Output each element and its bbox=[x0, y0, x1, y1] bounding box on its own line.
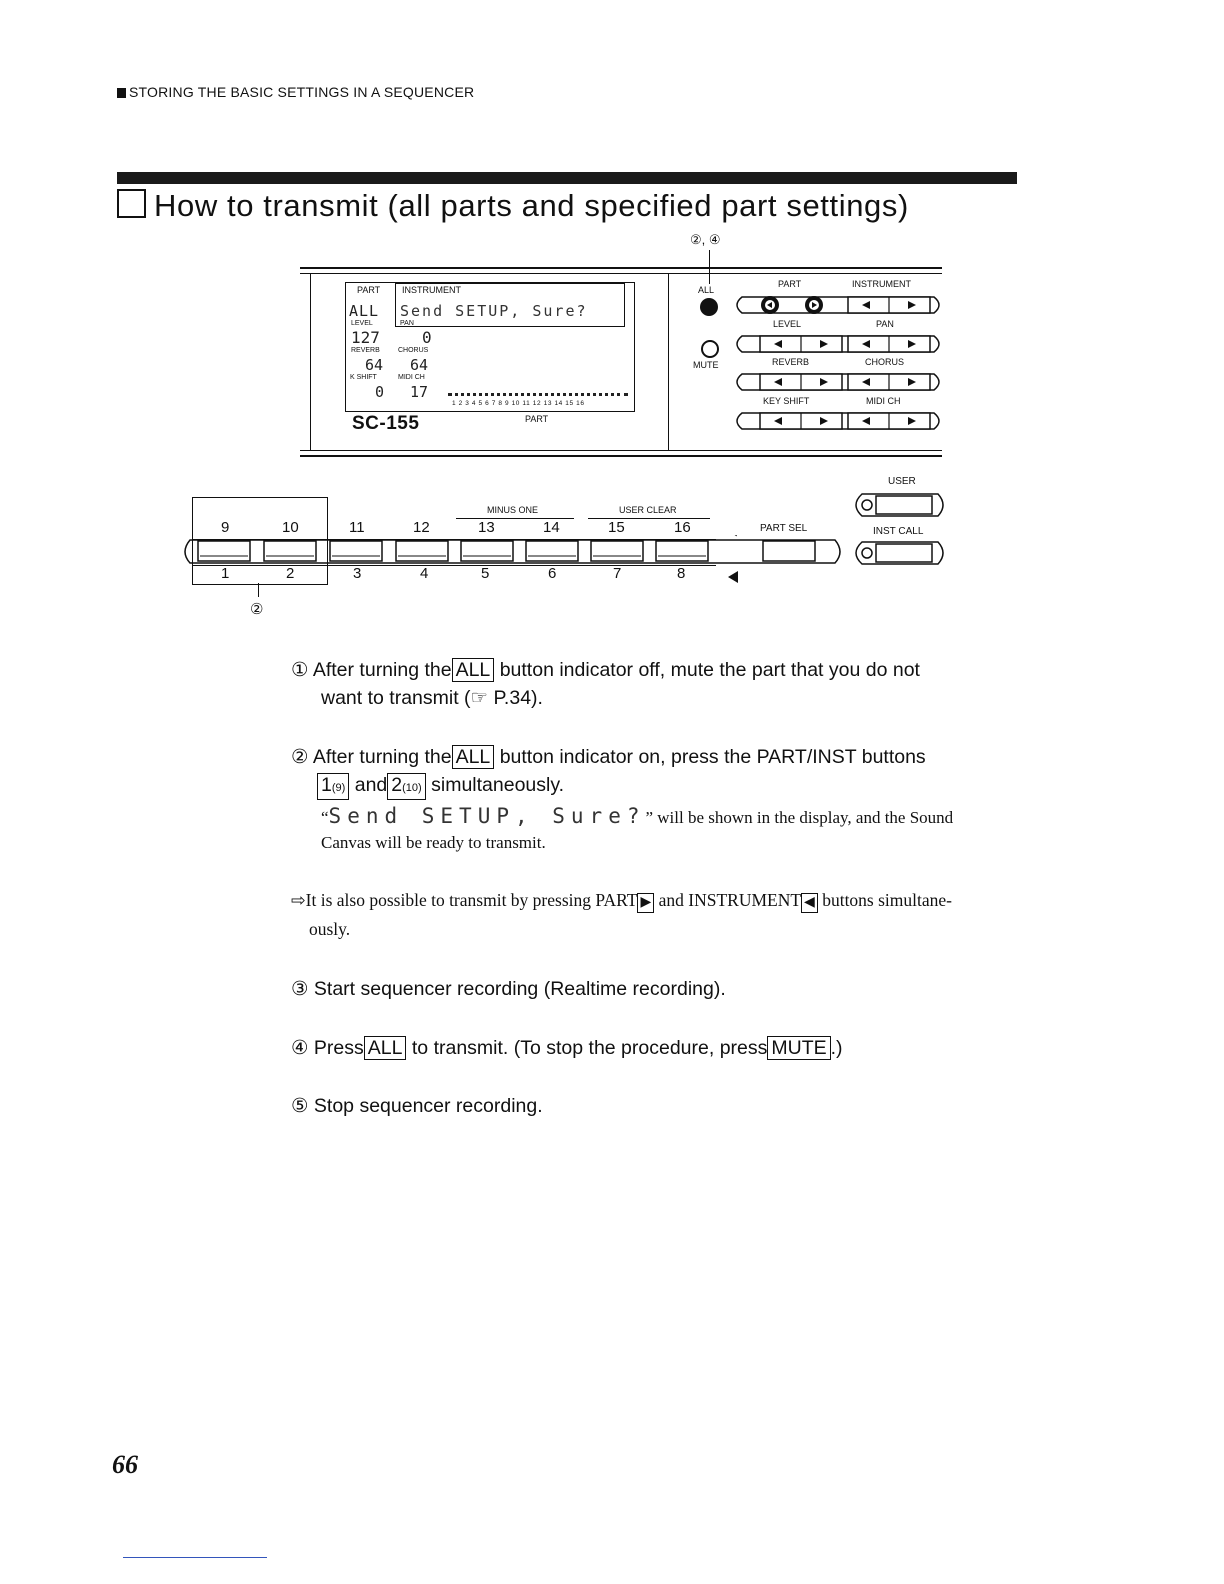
step-2: ② After turning the ALL button indicator on, press the PART/INST buttons bbox=[291, 746, 926, 768]
button-number-14: 14 bbox=[543, 519, 560, 536]
part-sel-button[interactable] bbox=[763, 541, 815, 561]
step-2-keys: 1(9) and 2(10) simultaneously. bbox=[317, 771, 564, 800]
page-title-text: How to transmit (all parts and specified part settings) bbox=[154, 188, 909, 223]
section-rule bbox=[117, 172, 1017, 184]
lcd-all-text: ALL bbox=[349, 302, 380, 320]
all-label: ALL bbox=[698, 285, 715, 295]
lcd-reverb-label: REVERB bbox=[351, 347, 380, 354]
step-2-number: ② bbox=[291, 746, 309, 768]
button-number-15: 15 bbox=[608, 519, 625, 536]
user-button[interactable] bbox=[876, 496, 932, 514]
button-number-1: 1 bbox=[221, 565, 230, 582]
lcd-part-numbers: 1 2 3 4 5 6 7 8 9 10 11 12 13 14 15 16 bbox=[452, 400, 585, 407]
running-header-text: STORING THE BASIC SETTINGS IN A SEQUENCER bbox=[129, 84, 475, 100]
lcd-pan-label: PAN bbox=[400, 320, 414, 327]
lcd-chorus-label: CHORUS bbox=[398, 347, 429, 354]
mute-key-label: MUTE bbox=[767, 1036, 830, 1060]
step-5: ⑤ Stop sequencer recording. bbox=[291, 1095, 543, 1117]
user-label: USER bbox=[888, 476, 916, 487]
part-button-6[interactable] bbox=[526, 541, 578, 561]
part-button-4[interactable] bbox=[396, 541, 448, 561]
inst-call-button[interactable] bbox=[876, 544, 932, 562]
lcd-kshift-value: 0 bbox=[375, 383, 385, 401]
pan-label: PAN bbox=[876, 319, 894, 329]
button-number-5: 5 bbox=[481, 565, 490, 582]
button-number-10: 10 bbox=[282, 519, 299, 536]
step-1-number: ① bbox=[291, 659, 309, 681]
part-button-2[interactable] bbox=[264, 541, 316, 561]
part-label: PART bbox=[778, 279, 802, 289]
button-number-2: 2 bbox=[286, 565, 295, 582]
part-button-7[interactable] bbox=[591, 541, 643, 561]
minus-one-label: MINUS ONE bbox=[487, 505, 539, 515]
lcd-instrument-label: INSTRUMENT bbox=[402, 285, 461, 295]
button-number-3: 3 bbox=[353, 565, 362, 582]
step-2-cont: Canvas will be ready to transmit. bbox=[321, 833, 546, 852]
lcd-midich-label: MIDI CH bbox=[398, 374, 425, 381]
button-number-13: 13 bbox=[478, 519, 495, 536]
lcd-level-value: 127 bbox=[351, 328, 380, 347]
mute-label: MUTE bbox=[693, 360, 719, 370]
bullet-square-icon bbox=[117, 88, 126, 98]
part-right-key: ▶ bbox=[637, 893, 654, 913]
note-cont: ously. bbox=[309, 919, 351, 939]
step-2-display-note: “Send SETUP, Sure?” will be shown in the display, and the Sound bbox=[321, 804, 954, 828]
part-button-3[interactable] bbox=[330, 541, 382, 561]
running-header bbox=[117, 84, 474, 100]
note-alt-method: ⇨It is also possible to transmit by pressing PART ▶ and INSTRUMENT ◀ buttons simultane- bbox=[291, 890, 952, 913]
lcd-chorus-value: 64 bbox=[410, 356, 429, 374]
step-1: ① After turning the ALL button indicator off, mute the part that you do not bbox=[291, 659, 920, 681]
button-number-11: 11 bbox=[349, 519, 365, 536]
all-key-label: ALL bbox=[452, 658, 495, 682]
part-sel-label: PART SEL bbox=[760, 523, 808, 534]
key-shift-label: KEY SHIFT bbox=[763, 396, 810, 406]
lcd-midich-value: 17 bbox=[410, 383, 429, 401]
button-number-7: 7 bbox=[613, 565, 622, 582]
lcd-level-label: LEVEL bbox=[351, 320, 373, 327]
part-button-8[interactable] bbox=[656, 541, 708, 561]
button-number-6: 6 bbox=[548, 565, 557, 582]
all-indicator-icon bbox=[700, 298, 718, 316]
all-key-label: ALL bbox=[452, 745, 495, 769]
lcd-part-label: PART bbox=[357, 285, 381, 295]
checkbox-square-icon bbox=[117, 189, 146, 218]
step-3-number: ③ bbox=[291, 978, 309, 1000]
lcd-message: Send SETUP, Sure? bbox=[400, 302, 588, 320]
lcd-kshift-label: K SHIFT bbox=[350, 374, 377, 381]
page-number: 66 bbox=[112, 1450, 138, 1479]
step-marker-2-4: ②, ④ bbox=[690, 232, 721, 247]
midi-ch-label: MIDI CH bbox=[866, 396, 901, 406]
button-number-4: 4 bbox=[420, 565, 429, 582]
button-number-12: 12 bbox=[413, 519, 430, 536]
part-button-1[interactable] bbox=[198, 541, 250, 561]
arrow-icon: ⇨ bbox=[291, 890, 306, 910]
part-buttons[interactable] bbox=[761, 296, 823, 314]
level-label: LEVEL bbox=[773, 319, 802, 329]
part-button-5[interactable] bbox=[461, 541, 513, 561]
lcd-message-inline: Send SETUP, Sure? bbox=[328, 804, 646, 828]
button-number-16: 16 bbox=[674, 519, 691, 536]
footer-line bbox=[123, 1557, 267, 1558]
step-3: ③ Start sequencer recording (Realtime recording). bbox=[291, 978, 726, 1000]
button-number-9: 9 bbox=[221, 519, 230, 536]
lcd-part-footer: PART bbox=[525, 414, 549, 424]
lcd-pan-value: 0 bbox=[422, 328, 432, 347]
part-key-1: 1(9) bbox=[317, 773, 349, 800]
chorus-label: CHORUS bbox=[865, 357, 905, 367]
user-clear-label: USER CLEAR bbox=[619, 505, 677, 515]
page-title bbox=[117, 188, 909, 224]
step-1-cont: want to transmit (☞ P.34). bbox=[321, 687, 543, 709]
model-name: SC-155 bbox=[352, 413, 420, 434]
step-4-number: ④ bbox=[291, 1037, 309, 1059]
step-5-number: ⑤ bbox=[291, 1095, 309, 1117]
step-4: ④ Press ALL to transmit. (To stop the procedure, press MUTE .) bbox=[291, 1037, 843, 1059]
mute-indicator-icon bbox=[701, 340, 719, 358]
inst-call-label: INST CALL bbox=[873, 526, 924, 537]
instrument-label: INSTRUMENT bbox=[852, 279, 911, 289]
lcd-reverb-value: 64 bbox=[365, 356, 384, 374]
reverb-label: REVERB bbox=[772, 357, 810, 367]
control-buttons bbox=[730, 288, 950, 438]
instrument-left-key: ◀ bbox=[801, 893, 818, 913]
part-key-2: 2(10) bbox=[387, 773, 425, 800]
all-key-label: ALL bbox=[364, 1036, 407, 1060]
part-select-buttons bbox=[180, 535, 960, 595]
callout-step-2: ② bbox=[250, 601, 264, 618]
button-number-8: 8 bbox=[677, 565, 686, 582]
